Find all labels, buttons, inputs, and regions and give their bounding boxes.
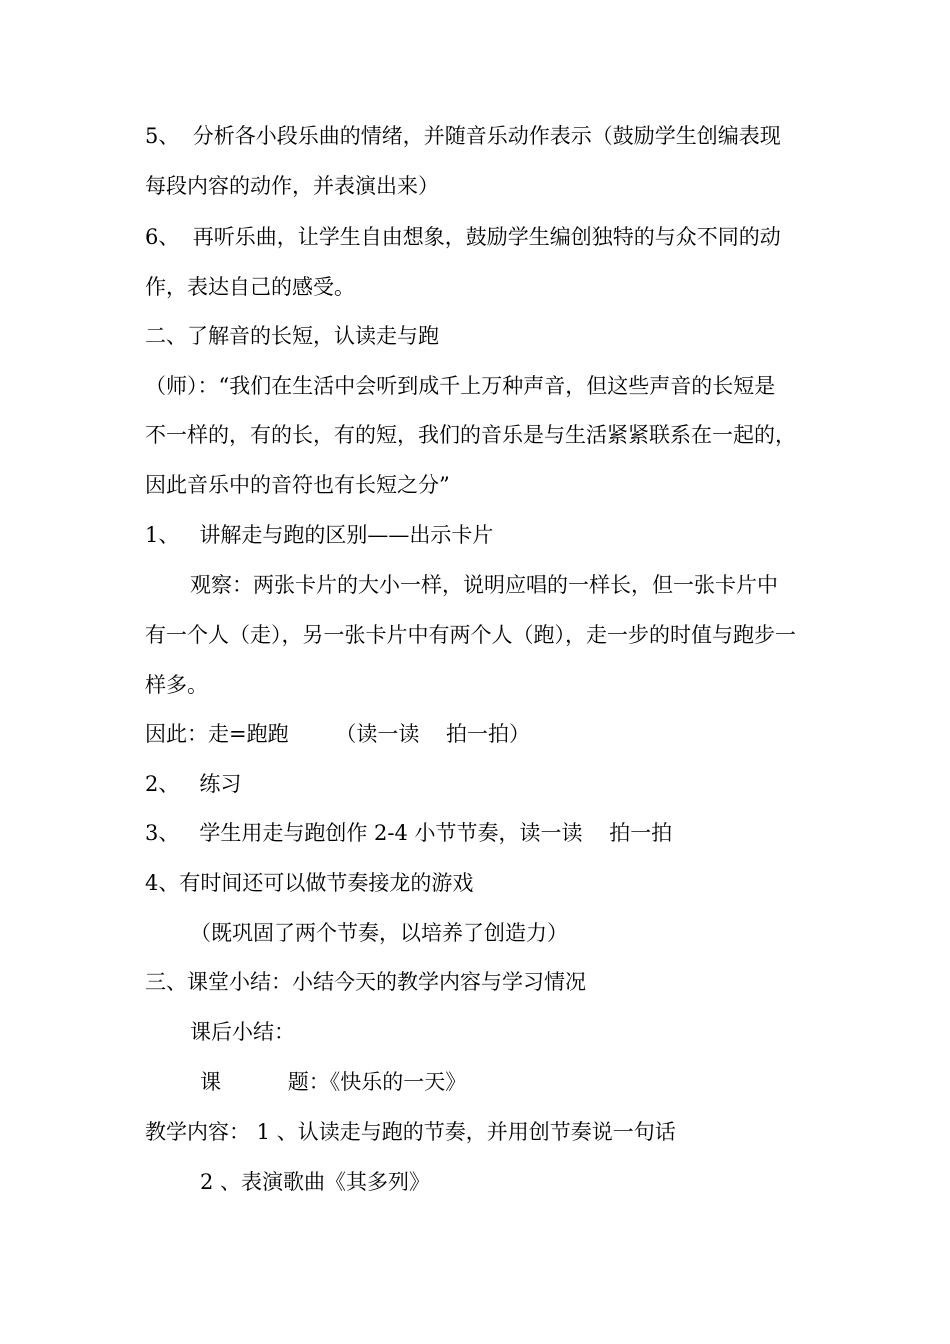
- text-line-item5: 5、 分析各小段乐曲的情绪，并随音乐动作表示（鼓励学生创编表现: [145, 124, 781, 148]
- text-line-observe: 观察：两张卡片的大小一样，说明应唱的一样长，但一张卡片中: [190, 573, 778, 597]
- text-line-teacher-quote-cont2: 因此音乐中的音符也有长短之分”: [145, 473, 450, 497]
- text-line-teacher-quote: （师）：“我们在生活中会听到成千上万种声音，但这些声音的长短是: [145, 374, 776, 398]
- text-line-item5-cont: 每段内容的动作，并表演出来）: [145, 174, 439, 198]
- text-line-item6: 6、 再听乐曲，让学生自由想象，鼓励学生编创独特的与众不同的动: [145, 225, 781, 249]
- text-line-sub-item2: 2、 练习: [145, 772, 242, 796]
- text-line-content-2: 2 、表演歌曲《其多列》: [200, 1170, 431, 1194]
- text-line-sub-item1: 1、 讲解走与跑的区别——出示卡片: [145, 523, 494, 547]
- text-line-content-1: 教学内容： 1 、认读走与跑的节奏，并用创节奏说一句话: [145, 1120, 676, 1144]
- section-heading-2: 二、了解音的长短，认读走与跑: [145, 324, 439, 348]
- text-line-teacher-quote-cont1: 不一样的，有的长，有的短，我们的音乐是与生活紧紧联系在一起的，: [145, 423, 796, 447]
- text-line-note: （既巩固了两个节奏，以培养了创造力）: [190, 921, 568, 945]
- text-line-lesson-title: 课 题：《快乐的一天》: [200, 1070, 467, 1094]
- text-line-sub-item4: 4、有时间还可以做节奏接龙的游戏: [145, 871, 474, 895]
- text-line-sub-item3: 3、 学生用走与跑创作 2-4 小节节奏，读一读 拍一拍: [145, 821, 673, 845]
- text-line-therefore: 因此：走=跑跑 （读一读 拍一拍）: [145, 722, 531, 746]
- text-line-item6-cont: 作，表达自己的感受。: [145, 275, 355, 299]
- section-heading-3: 三、课堂小结：小结今天的教学内容与学习情况: [145, 970, 586, 994]
- text-line-after-summary: 课后小结：: [190, 1020, 295, 1044]
- text-line-observe-cont1: 有一个人（走），另一张卡片中有两个人（跑），走一步的时值与跑步一: [145, 623, 796, 647]
- text-line-observe-cont2: 样多。: [145, 673, 208, 697]
